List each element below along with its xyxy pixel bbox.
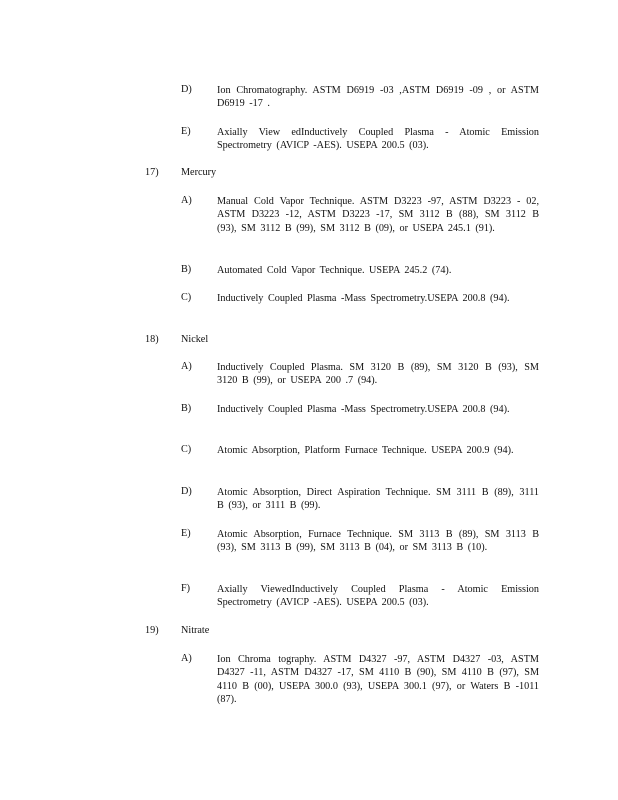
- item-text: Atomic Absorption, Furnace Technique. SM 3113 B (89), SM 3113 B (93), SM 3113 B (99), SM 3113 B (04), or SM 3113 B (10).: [217, 529, 539, 554]
- section-number: 18): [145, 334, 159, 345]
- item-letter: A): [181, 361, 192, 372]
- item-text: Ion Chroma tography. ASTM D4327 -97, ASTM D4327 -03, ASTM D4327 -11, ASTM D4327 -17, SM 4110 B (90), SM 4110 B (97), SM 4110 B (00), USEPA 300.0 (93), USEPA 300.1 (97), or Waters B -1011 (87).: [217, 654, 539, 706]
- section-title: Nickel: [181, 334, 209, 345]
- item-text: Atomic Absorption, Direct Aspiration Technique. SM 3111 B (89), 3111 B (93), or 3111 B (99).: [217, 487, 539, 512]
- item-letter: B): [181, 264, 192, 275]
- section-heading-nitrate: [145, 625, 209, 636]
- item-text: Inductively Coupled Plasma -Mass Spectrometry.USEPA 200.8 (94).: [217, 404, 510, 415]
- item-text: Inductively Coupled Plasma. SM 3120 B (89), SM 3120 B (93), SM 3120 B (99), or USEPA 200 .7 (94).: [217, 362, 539, 387]
- item-letter: C): [181, 444, 192, 455]
- section-title: Nitrate: [181, 625, 210, 636]
- item-letter: B): [181, 403, 192, 414]
- item-text: Axially ViewedInductively Coupled Plasma - Atomic Emission Spectrometry (AVICP -AES). USEPA 200.5 (03).: [217, 584, 539, 609]
- item-text: Ion Chromatography. ASTM D6919 -03 ,ASTM D6919 -09 , or ASTM D6919 -17 .: [217, 85, 539, 110]
- section-heading-nickel: [145, 334, 208, 345]
- item-letter: F): [181, 583, 191, 594]
- item-letter: E): [181, 126, 191, 137]
- item-text: Manual Cold Vapor Technique. ASTM D3223 -97, ASTM D3223 - 02, ASTM D3223 -12, ASTM D3223 -17, SM 3112 B (88), SM 3112 B (93), SM 3112 B (99), SM 3112 B (09), or USEPA 245.1 (91).: [217, 196, 539, 234]
- item-text: Automated Cold Vapor Technique. USEPA 245.2 (74).: [217, 265, 452, 276]
- item-letter: A): [181, 195, 192, 206]
- section-title: Mercury: [181, 167, 217, 178]
- section-number: 19): [145, 625, 159, 636]
- item-text: Atomic Absorption, Platform Furnace Technique. USEPA 200.9 (94).: [217, 445, 514, 456]
- item-text: Axially View edInductively Coupled Plasma - Atomic Emission Spectrometry (AVICP -AES). USEPA 200.5 (03).: [217, 127, 539, 152]
- item-letter: A): [181, 653, 192, 664]
- item-text: Inductively Coupled Plasma -Mass Spectrometry.USEPA 200.8 (94).: [217, 293, 510, 304]
- section-heading-mercury: [145, 167, 216, 178]
- item-letter: E): [181, 528, 191, 539]
- item-letter: C): [181, 292, 192, 303]
- item-letter: D): [181, 84, 192, 95]
- item-letter: D): [181, 486, 192, 497]
- section-number: 17): [145, 167, 159, 178]
